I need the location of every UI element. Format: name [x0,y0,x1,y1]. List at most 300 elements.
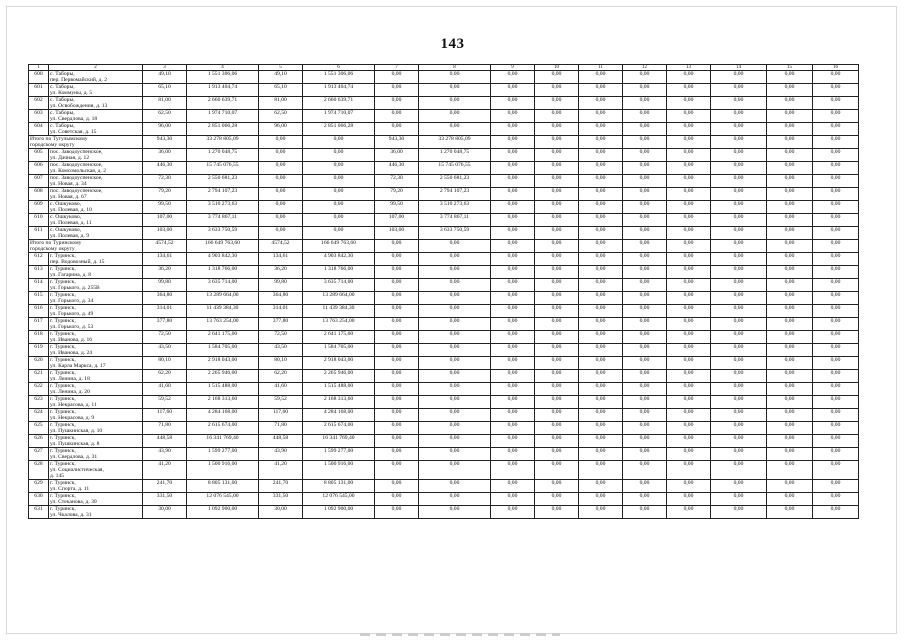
value-cell: 0,00 [667,162,711,175]
value-cell: 0,00 [767,123,813,136]
table-row [29,493,859,506]
row-number: 610 [29,214,49,227]
value-cell: 30,00 [143,506,187,519]
row-number: 607 [29,175,49,188]
value-cell: 0,00 [813,175,859,188]
value-cell: 96,00 [143,123,187,136]
value-cell: 0,00 [259,175,303,188]
value-cell: 0,00 [813,84,859,97]
value-cell: 0,00 [623,292,667,305]
value-cell: 62,50 [259,110,303,123]
value-cell: 2 641 175,00 [187,331,259,344]
subtotal-value: 0,00 [535,240,579,253]
address-cell: пос. Заводоуспенское, ул. Новая, д. 34 [49,175,143,188]
value-cell: 331,50 [259,493,303,506]
value-cell: 0,00 [667,71,711,84]
value-cell: 72,50 [259,331,303,344]
value-cell: 3 510 273,63 [419,201,491,214]
value-cell: 0,00 [813,370,859,383]
address-cell: с. Таборы, ул. Освобождения, д. 13 [49,97,143,110]
address-cell: г. Туринск, ул. Стеканова, д. 30 [49,493,143,506]
value-cell: 0,00 [667,253,711,266]
value-cell: 0,00 [813,266,859,279]
address-cell: г. Туринск, ул. Спорта, д. 11 [49,480,143,493]
value-cell: 1 584 705,00 [187,344,259,357]
value-cell: 79,20 [143,188,187,201]
value-cell: 0,00 [535,84,579,97]
value-cell: 0,00 [711,201,767,214]
value-cell: 0,00 [579,162,623,175]
value-cell: 0,00 [623,435,667,448]
column-number-cell: 13 [667,65,711,71]
value-cell: 0,00 [579,227,623,240]
value-cell: 3 774 867,11 [187,214,259,227]
value-cell: 241,70 [143,480,187,493]
subtotal-value: 166 649 763,60 [187,240,259,253]
value-cell: 1 551 306,06 [187,71,259,84]
value-cell: 0,00 [711,480,767,493]
value-cell: 1 913 404,74 [187,84,259,97]
value-cell: 0,00 [767,253,813,266]
table-row [29,110,859,123]
value-cell: 36,00 [375,149,419,162]
table-row [29,396,859,409]
value-cell: 0,00 [535,370,579,383]
value-cell: 0,00 [667,110,711,123]
value-cell: 1 318 766,00 [187,266,259,279]
value-cell: 0,00 [667,266,711,279]
subtotal-row [29,240,859,253]
value-cell: 0,00 [623,409,667,422]
value-cell: 0,00 [813,188,859,201]
address-cell: г. Туринск, ул. Горького, д. 34 [49,292,143,305]
column-number-cell: 11 [579,65,623,71]
address-cell: г. Туринск, ул. Некрасова, д. 9 [49,409,143,422]
value-cell: 0,00 [711,188,767,201]
value-cell: 0,00 [623,331,667,344]
value-cell: 0,00 [259,149,303,162]
value-cell: 2 550 681,23 [187,175,259,188]
value-cell: 0,00 [667,188,711,201]
column-number-cell: 1 [29,65,49,71]
value-cell: 0,00 [579,396,623,409]
value-cell: 0,00 [491,357,535,370]
value-cell: 0,00 [579,110,623,123]
value-cell: 36,20 [259,266,303,279]
subtotal-label: Итого по Тугулымскому городскому округу [29,136,143,149]
value-cell: 0,00 [535,266,579,279]
column-number-cell: 5 [259,65,303,71]
value-cell: 0,00 [767,448,813,461]
value-cell: 11 439 384,30 [187,305,259,318]
value-cell: 16 341 769,40 [303,435,375,448]
value-cell: 0,00 [491,448,535,461]
value-cell: 36,00 [143,149,187,162]
value-cell: 0,00 [535,493,579,506]
value-cell: 0,00 [711,71,767,84]
subtotal-value: 0,00 [259,136,303,149]
value-cell: 2 615 674,00 [303,422,375,435]
value-cell: 241,70 [259,480,303,493]
value-cell: 0,00 [767,71,813,84]
row-number: 631 [29,506,49,519]
value-cell: 99,50 [375,201,419,214]
value-cell: 0,00 [767,435,813,448]
value-cell: 0,00 [767,162,813,175]
value-cell: 364,80 [143,292,187,305]
value-cell: 0,00 [579,305,623,318]
value-cell: 0,00 [375,97,419,110]
value-cell: 8 805 131,00 [187,480,259,493]
value-cell: 43,50 [143,344,187,357]
value-cell: 4 903 842,30 [187,253,259,266]
value-cell: 0,00 [813,409,859,422]
subtotal-value: 0,00 [667,136,711,149]
value-cell: 0,00 [667,227,711,240]
table-row [29,370,859,383]
address-cell: г. Туринск, ул. Карла Маркса, д. 17 [49,357,143,370]
value-cell: 0,00 [667,305,711,318]
value-cell: 80,10 [143,357,187,370]
table-row [29,279,859,292]
value-cell: 99,50 [143,201,187,214]
value-cell: 0,00 [623,162,667,175]
value-cell: 0,00 [419,279,491,292]
address-cell: г. Туринск, ул. Пушкинская, д. 8 [49,435,143,448]
value-cell: 3 635 714,00 [187,279,259,292]
value-cell: 0,00 [491,110,535,123]
value-cell: 0,00 [667,149,711,162]
value-cell: 0,00 [813,71,859,84]
value-cell: 0,00 [667,448,711,461]
address-cell: г. Туринск, ул. Социалистическая, д. 145 [49,461,143,480]
value-cell: 103,00 [143,227,187,240]
value-cell: 0,00 [419,480,491,493]
value-cell: 81,00 [143,97,187,110]
value-cell: 15 745 076,55 [419,162,491,175]
value-cell: 0,00 [491,279,535,292]
value-cell: 0,00 [535,162,579,175]
value-cell: 0,00 [813,422,859,435]
value-cell: 0,00 [419,493,491,506]
value-cell: 0,00 [813,331,859,344]
column-number-cell: 15 [767,65,813,71]
value-cell: 134,61 [143,253,187,266]
value-cell: 13 289 664,00 [187,292,259,305]
value-cell: 72,30 [143,175,187,188]
value-cell: 0,00 [711,422,767,435]
value-cell: 0,00 [667,357,711,370]
subtotal-value: 0,00 [767,136,813,149]
value-cell: 0,00 [491,331,535,344]
value-cell: 0,00 [419,331,491,344]
value-cell: 0,00 [711,110,767,123]
subtotal-value: 0,00 [491,136,535,149]
value-cell: 0,00 [767,305,813,318]
value-cell: 0,00 [535,506,579,519]
value-cell: 0,00 [623,188,667,201]
value-cell: 117,60 [259,409,303,422]
value-cell: 16 341 769,40 [187,435,259,448]
value-cell: 0,00 [767,279,813,292]
table-row [29,506,859,519]
value-cell: 2 851 066,28 [187,123,259,136]
table-row [29,188,859,201]
value-cell: 0,00 [767,396,813,409]
value-cell: 0,00 [711,506,767,519]
value-cell: 0,00 [579,344,623,357]
value-cell: 0,00 [813,292,859,305]
value-cell: 0,00 [711,279,767,292]
value-cell: 0,00 [303,227,375,240]
value-cell: 314,01 [259,305,303,318]
value-cell: 0,00 [419,71,491,84]
value-cell: 59,52 [143,396,187,409]
value-cell: 0,00 [813,383,859,396]
value-cell: 0,00 [375,123,419,136]
value-cell: 0,00 [535,279,579,292]
value-cell: 0,00 [667,318,711,331]
value-cell: 0,00 [491,123,535,136]
row-number: 604 [29,123,49,136]
value-cell: 0,00 [491,162,535,175]
value-cell: 0,00 [623,448,667,461]
subtotal-value: 33 278 805,09 [419,136,491,149]
value-cell: 0,00 [419,396,491,409]
value-cell: 2 168 313,60 [303,396,375,409]
value-cell: 0,00 [579,448,623,461]
value-cell: 0,00 [375,383,419,396]
value-cell: 0,00 [375,493,419,506]
value-cell: 0,00 [535,435,579,448]
value-cell: 0,00 [667,279,711,292]
value-cell: 0,00 [813,279,859,292]
table-row [29,305,859,318]
value-cell: 0,00 [579,266,623,279]
value-cell: 0,00 [623,357,667,370]
subtotal-value: 4574,52 [143,240,187,253]
row-number: 629 [29,480,49,493]
value-cell: 1 092 900,00 [187,506,259,519]
value-cell: 0,00 [491,149,535,162]
value-cell: 0,00 [667,123,711,136]
value-cell: 0,00 [303,149,375,162]
value-cell: 12 076 545,00 [187,493,259,506]
address-cell: с. Ошкуково, ул. Полевая, д. 9 [49,227,143,240]
value-cell: 0,00 [813,149,859,162]
table-row [29,357,859,370]
value-cell: 0,00 [375,305,419,318]
value-cell: 0,00 [711,396,767,409]
value-cell: 0,00 [813,357,859,370]
address-cell: г. Туринск, ул. Чкалова, д. 31 [49,506,143,519]
value-cell: 1 500 916,00 [187,461,259,480]
row-number: 618 [29,331,49,344]
subtotal-value: 943,30 [375,136,419,149]
row-number: 605 [29,149,49,162]
value-cell: 0,00 [375,110,419,123]
row-number: 602 [29,97,49,110]
value-cell: 0,00 [623,71,667,84]
value-cell: 0,00 [419,97,491,110]
value-cell: 0,00 [535,253,579,266]
value-cell: 0,00 [711,357,767,370]
value-cell: 0,00 [303,162,375,175]
value-cell: 0,00 [579,201,623,214]
value-cell: 0,00 [667,344,711,357]
value-cell: 0,00 [491,84,535,97]
value-cell: 0,00 [623,175,667,188]
value-cell: 0,00 [491,292,535,305]
value-cell: 0,00 [579,149,623,162]
value-cell: 0,00 [667,292,711,305]
value-cell: 0,00 [767,266,813,279]
value-cell: 0,00 [767,480,813,493]
table-row [29,383,859,396]
value-cell: 0,00 [767,357,813,370]
value-cell: 0,00 [767,201,813,214]
value-cell: 0,00 [419,84,491,97]
value-cell: 446,30 [375,162,419,175]
row-number: 616 [29,305,49,318]
value-cell: 103,00 [375,227,419,240]
value-cell: 0,00 [623,422,667,435]
value-cell: 0,00 [419,344,491,357]
value-cell: 0,00 [667,383,711,396]
value-cell: 0,00 [711,435,767,448]
table-row [29,175,859,188]
value-cell: 0,00 [375,292,419,305]
value-cell: 0,00 [491,97,535,110]
value-cell: 0,00 [667,461,711,480]
table-row [29,266,859,279]
value-cell: 0,00 [303,175,375,188]
column-number-cell: 6 [303,65,375,71]
value-cell: 0,00 [375,318,419,331]
value-cell: 0,00 [623,201,667,214]
value-cell: 3 510 273,63 [187,201,259,214]
subtotal-label: Итого по Туринскому городскому округу [29,240,143,253]
value-cell: 0,00 [491,214,535,227]
address-cell: г. Туринск, ул. Иванова, д. 16 [49,331,143,344]
value-cell: 0,00 [667,214,711,227]
address-cell: г. Туринск, ул. Горького, д. 255В [49,279,143,292]
table-row [29,253,859,266]
value-cell: 0,00 [623,305,667,318]
row-number: 626 [29,435,49,448]
value-cell: 0,00 [579,461,623,480]
value-cell: 0,00 [491,435,535,448]
subtotal-row [29,136,859,149]
value-cell: 1 515 488,00 [187,383,259,396]
subtotal-value: 0,00 [711,240,767,253]
value-cell: 0,00 [375,480,419,493]
value-cell: 0,00 [491,305,535,318]
value-cell: 0,00 [767,318,813,331]
table-row [29,123,859,136]
address-cell: г. Туринск, ул. Гагарина, д. 8 [49,266,143,279]
value-cell: 0,00 [419,305,491,318]
value-cell: 0,00 [711,493,767,506]
subtotal-value: 33 278 805,09 [187,136,259,149]
value-cell: 0,00 [767,188,813,201]
value-cell: 2 918 043,00 [187,357,259,370]
value-cell: 2 794 107,23 [187,188,259,201]
value-cell: 96,00 [259,123,303,136]
value-cell: 0,00 [711,448,767,461]
row-number: 608 [29,188,49,201]
value-cell: 0,00 [375,331,419,344]
address-cell: г. Туринск, пер. Водовозный, д. 15 [49,253,143,266]
value-cell: 0,00 [579,188,623,201]
value-cell: 0,00 [813,344,859,357]
value-cell: 0,00 [375,396,419,409]
value-cell: 0,00 [535,318,579,331]
value-cell: 0,00 [813,448,859,461]
value-cell: 0,00 [813,110,859,123]
value-cell: 0,00 [535,149,579,162]
row-number: 623 [29,396,49,409]
value-cell: 0,00 [767,214,813,227]
value-cell: 0,00 [535,71,579,84]
value-cell: 0,00 [535,344,579,357]
value-cell: 0,00 [711,331,767,344]
value-cell: 0,00 [623,493,667,506]
value-cell: 0,00 [535,123,579,136]
subtotal-value: 0,00 [303,136,375,149]
value-cell: 41,60 [259,383,303,396]
value-cell: 0,00 [535,422,579,435]
value-cell: 331,50 [143,493,187,506]
value-cell: 0,00 [535,448,579,461]
value-cell: 0,00 [767,84,813,97]
row-number: 628 [29,461,49,480]
value-cell: 377,80 [259,318,303,331]
address-cell: с. Таборы, ул. Советская, д. 15 [49,123,143,136]
value-cell: 0,00 [375,506,419,519]
address-cell: г. Туринск, ул. Горького, д. 53 [49,318,143,331]
value-cell: 0,00 [667,201,711,214]
value-cell: 36,20 [143,266,187,279]
address-cell: г. Туринск, ул. Иванова, д. 24 [49,344,143,357]
subtotal-value: 0,00 [491,240,535,253]
value-cell: 0,00 [535,97,579,110]
value-cell: 2 851 066,28 [303,123,375,136]
value-cell: 107,00 [375,214,419,227]
address-cell: с. Ошкуково, ул. Полевая, д. 10 [49,201,143,214]
value-cell: 41,20 [143,461,187,480]
value-cell: 0,00 [667,97,711,110]
value-cell: 0,00 [419,370,491,383]
value-cell: 0,00 [813,162,859,175]
value-cell: 0,00 [711,84,767,97]
value-cell: 0,00 [623,506,667,519]
value-cell: 0,00 [303,188,375,201]
value-cell: 41,60 [143,383,187,396]
value-cell: 71,80 [143,422,187,435]
value-cell: 0,00 [711,253,767,266]
value-cell: 15 745 076,55 [187,162,259,175]
value-cell: 81,00 [259,97,303,110]
value-cell: 0,00 [375,357,419,370]
value-cell: 0,00 [813,480,859,493]
value-cell: 12 076 545,00 [303,493,375,506]
address-cell: пос. Заводоуспенское, ул. Комсомольская, д. 2 [49,162,143,175]
column-number-cell: 9 [491,65,535,71]
value-cell: 0,00 [813,201,859,214]
value-cell: 71,80 [259,422,303,435]
row-number: 622 [29,383,49,396]
